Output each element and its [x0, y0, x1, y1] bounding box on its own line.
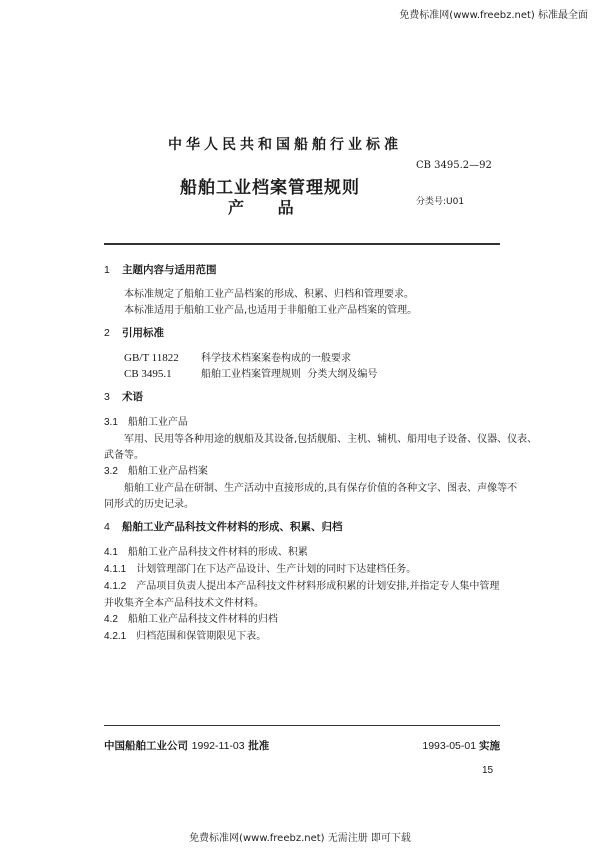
reference-item: GB/T 11822 科学技术档案案卷构成的一般要求 [124, 352, 351, 364]
document-title: 船舶工业档案管理规则 [180, 178, 360, 198]
section-4-heading: 4 船舶工业产品科技文件材料的形成、积累、归档 [104, 521, 343, 533]
subsection-4-1-2-continued: 并收集齐全本产品科技术文件材料。 [104, 598, 264, 609]
section-1-heading: 1 主题内容与适用范围 [104, 264, 217, 276]
reference-item: CB 3495.1 船舶工业档案管理规则 分类大纲及编号 [124, 368, 378, 380]
effective-info: 1993-05-01 实施 [422, 740, 500, 752]
definition-text: 同形式的历史记录。 [104, 499, 194, 510]
approval-info: 中国船舶工业公司 1992-11-03 批准 [104, 740, 270, 752]
footer-divider [104, 725, 500, 726]
subsection-4-2: 4.2 船舶工业产品科技文件材料的归档 [104, 614, 278, 625]
standard-code: CB 3495.2—92 [416, 160, 492, 171]
page-number: 15 [482, 765, 494, 776]
watermark-bottom: 免费标准网(www.freebz.net) 无需注册 即可下载 [189, 833, 411, 844]
subsection-4-1-2: 4.1.2 产品项目负责人提出本产品科技文件材料形成积累的计划安排,并指定专人集中管理 [104, 581, 500, 592]
subsection-4-2-1: 4.2.1 归档范围和保管期限见下表。 [104, 631, 267, 642]
subsection-4-1: 4.1 船舶工业产品科技文件材料的形成、积累 [104, 547, 308, 558]
classification-number: 分类号:U01 [416, 197, 465, 207]
document-subtitle: 产 品 [228, 198, 294, 217]
subsection-3-1: 3.1 船舶工业产品 [104, 417, 188, 428]
subsection-3-2: 3.2 船舶工业产品档案 [104, 466, 208, 477]
definition-text: 军用、民用等各种用途的舰船及其设备,包括舰船、主机、辅机、船用电子设备、仪器、仪表、 [124, 434, 538, 445]
watermark-top: 免费标准网(www.freebz.net) 标准最全面 [399, 10, 588, 21]
section-1-paragraph: 本标准规定了船舶工业产品档案的形成、积累、归档和管理要求。 [124, 289, 414, 300]
section-3-heading: 3 术语 [104, 391, 143, 403]
standard-organization: 中华人民共和国船舶行业标准 [168, 137, 402, 153]
section-1-paragraph: 本标准适用于船舶工业产品,也适用于非船舶工业产品档案的管理。 [124, 305, 418, 316]
header-divider [104, 243, 500, 245]
definition-text: 船舶工业产品在研制、生产活动中直接形成的,具有保存价值的各种文字、图表、声像等不 [124, 483, 518, 494]
section-2-heading: 2 引用标准 [104, 327, 164, 339]
definition-text: 武备等。 [104, 450, 144, 461]
subsection-4-1-1: 4.1.1 计划管理部门在下达产品设计、生产计划的同时下达建档任务。 [104, 564, 417, 575]
